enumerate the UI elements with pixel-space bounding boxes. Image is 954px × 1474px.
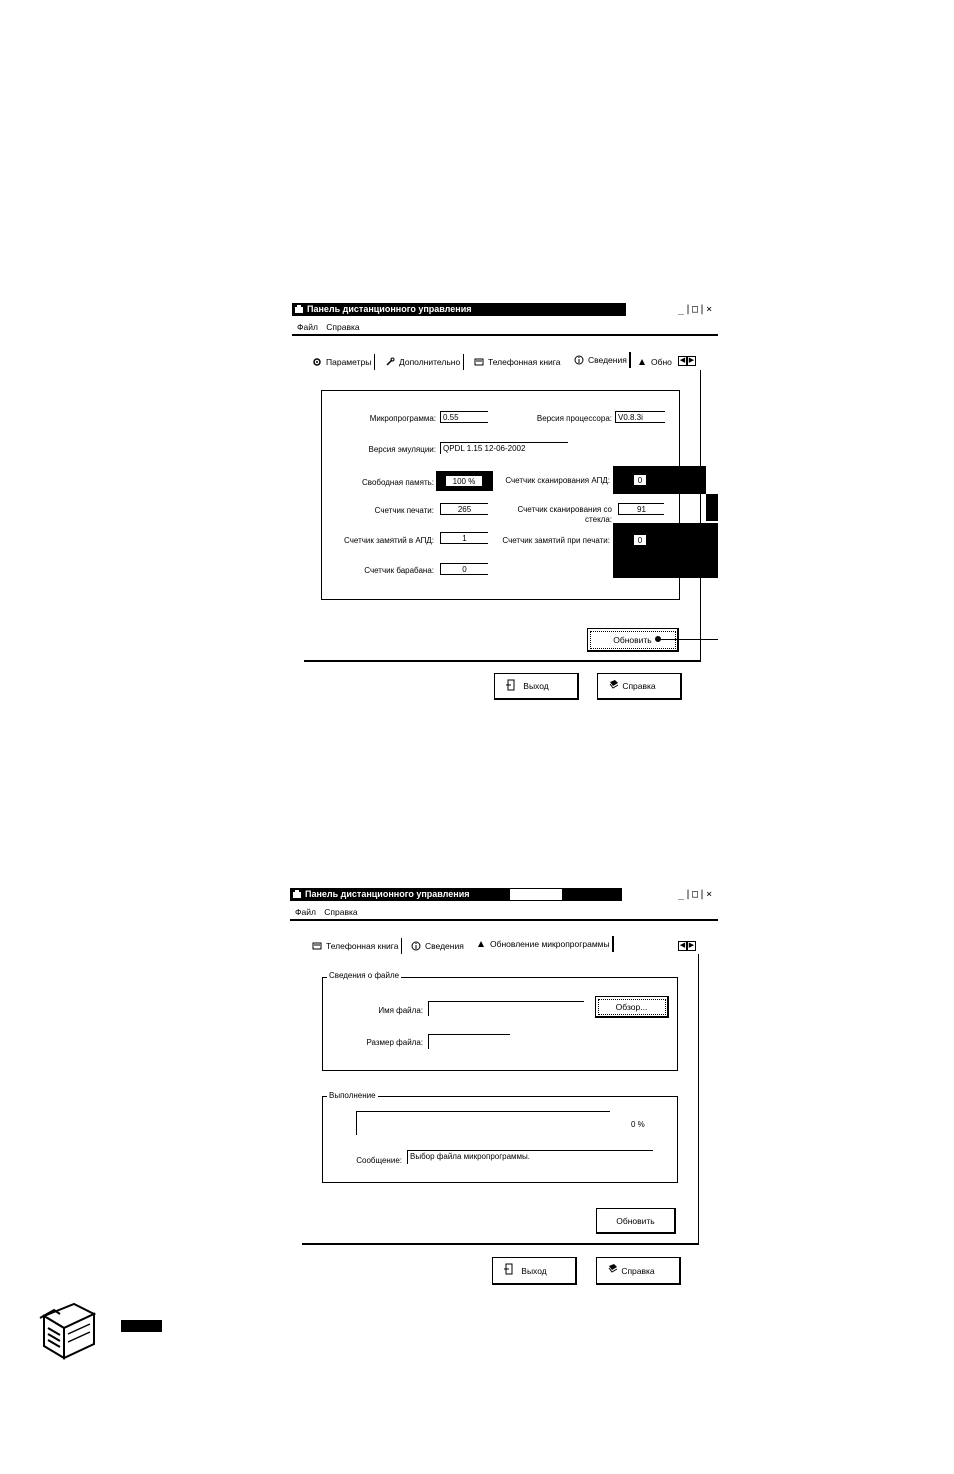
tab-info[interactable] xyxy=(574,355,627,365)
chapter-tab xyxy=(121,1320,162,1332)
info-icon xyxy=(411,941,421,951)
help-button-label: Справка xyxy=(622,681,656,691)
browse-button-label: Обзор... xyxy=(615,1001,648,1012)
print-jam-counter-value: 0 xyxy=(633,534,647,546)
tab-label: Телефонная книга xyxy=(326,941,399,951)
tab-label: Телефонная книга xyxy=(488,357,561,367)
menu-separator xyxy=(292,334,718,336)
glass-scan-highlight xyxy=(706,494,718,521)
glass-scan-counter-value: 91 xyxy=(618,503,664,515)
progress-percent: 0 % xyxy=(631,1120,645,1129)
refresh-button[interactable] xyxy=(587,628,679,652)
help-book-icon xyxy=(608,679,620,691)
firmware-label: Микропрограмма: xyxy=(369,414,436,423)
cpu-version-value: V0.8.3i xyxy=(615,411,665,423)
help-button-label: Справка xyxy=(621,1265,655,1276)
tab-scroll-right[interactable]: ▶ xyxy=(688,357,695,364)
help-button[interactable] xyxy=(596,1257,681,1285)
print-jam-counter-label: Счетчик замятий при печати: xyxy=(502,536,610,545)
gear-icon xyxy=(312,357,322,367)
window-title-bar[interactable] xyxy=(290,888,622,901)
tab-page-right-border xyxy=(700,370,701,660)
refresh-button-label: Обновить xyxy=(613,634,652,645)
remote-panel-window-info xyxy=(292,303,718,713)
tab-advanced[interactable] xyxy=(385,357,460,367)
exit-button-label: Выход xyxy=(523,681,549,691)
exit-button[interactable] xyxy=(492,1257,577,1285)
update-icon xyxy=(476,939,486,949)
adf-scan-counter-label: Счетчик сканирования АПД: xyxy=(505,476,610,485)
print-counter-label: Счетчик печати: xyxy=(374,506,434,515)
tab-label: Обно xyxy=(651,357,672,367)
print-counter-value: 265 xyxy=(440,503,488,515)
update-icon xyxy=(637,357,647,367)
tab-scroll-left[interactable]: ◀ xyxy=(679,357,686,364)
printer-icon xyxy=(34,1298,102,1364)
tab-page-bottom-border xyxy=(302,1243,699,1245)
glass-scan-counter-label: Счетчик сканирования со xyxy=(517,505,612,514)
adf-scan-counter-value: 0 xyxy=(633,474,647,486)
drum-counter-value: 0 xyxy=(440,563,488,575)
menu-bar xyxy=(297,322,366,332)
tab-label: Параметры xyxy=(326,357,372,367)
tab-parameters[interactable] xyxy=(312,357,371,367)
file-name-input[interactable] xyxy=(428,1001,584,1016)
remote-panel-window-firmware xyxy=(290,888,718,1288)
tab-page-bottom-border xyxy=(304,660,701,662)
tab-info[interactable] xyxy=(411,941,464,951)
tab-scroll-right[interactable]: ▶ xyxy=(688,942,695,949)
print-jam-highlight xyxy=(613,523,718,578)
cpu-version-label: Версия процессора: xyxy=(536,414,612,423)
tab-label: Сведения xyxy=(425,941,464,951)
file-size-label: Размер файла: xyxy=(366,1038,423,1047)
info-icon xyxy=(574,355,584,365)
adf-jam-counter-label: Счетчик замятий в АПД: xyxy=(344,536,434,545)
tab-update[interactable] xyxy=(637,357,672,367)
tab-scroll-arrows[interactable] xyxy=(678,941,696,951)
app-icon xyxy=(294,305,304,314)
exit-icon xyxy=(505,679,517,691)
adf-jam-counter-value: 1 xyxy=(440,532,488,544)
menu-file[interactable]: Файл xyxy=(295,907,316,917)
exit-icon xyxy=(503,1263,515,1275)
progress-bar xyxy=(356,1111,610,1135)
phonebook-icon xyxy=(312,941,322,951)
tab-label: Сведения xyxy=(588,355,627,365)
tab-firmware-update[interactable] xyxy=(476,939,610,949)
free-memory-value: 100 % xyxy=(445,475,483,487)
tab-scroll-left[interactable]: ◀ xyxy=(679,942,686,949)
progress-group-title: Выполнение xyxy=(329,1091,376,1100)
tab-label: Обновление микропрограммы xyxy=(490,939,610,949)
exit-button-label: Выход xyxy=(521,1265,547,1276)
emulation-label: Версия эмуляции: xyxy=(368,445,436,454)
tab-scroll-arrows[interactable] xyxy=(678,356,696,366)
glass-scan-counter-label-2: стекла: xyxy=(585,515,612,524)
tab-page-right-border xyxy=(698,954,699,1244)
exit-button[interactable] xyxy=(494,673,579,700)
app-icon xyxy=(292,890,302,899)
menu-separator xyxy=(290,919,718,921)
file-size-value xyxy=(428,1034,510,1049)
refresh-button-label: Обновить xyxy=(616,1215,655,1226)
adf-scan-highlight xyxy=(613,466,706,494)
help-button[interactable] xyxy=(597,673,682,700)
window-title-bar[interactable] xyxy=(292,303,626,316)
message-value: Выбор файла микропрограммы. xyxy=(407,1150,653,1164)
window-controls[interactable]: _|□|× xyxy=(678,304,714,315)
refresh-button[interactable] xyxy=(596,1208,676,1234)
progress-group xyxy=(322,1096,678,1183)
title-bar-white-gap xyxy=(510,889,562,900)
wrench-icon xyxy=(385,357,395,367)
browse-button[interactable] xyxy=(595,996,669,1018)
window-title: Панель дистанционного управления xyxy=(305,889,470,899)
callout-dot xyxy=(655,636,661,642)
drum-counter-label: Счетчик барабана: xyxy=(364,566,434,575)
file-info-group-title: Сведения о файле xyxy=(329,971,400,980)
window-title: Панель дистанционного управления xyxy=(307,304,472,314)
menu-file[interactable]: Файл xyxy=(297,322,318,332)
firmware-value: 0.55 xyxy=(440,411,488,423)
menu-help[interactable]: Справка xyxy=(326,322,360,332)
help-book-icon xyxy=(607,1263,619,1275)
window-controls[interactable]: _|□|× xyxy=(678,889,714,900)
menu-help[interactable]: Справка xyxy=(324,907,358,917)
free-memory-label: Свободная память: xyxy=(362,478,434,487)
file-info-group xyxy=(322,977,678,1071)
callout-line xyxy=(658,639,718,640)
emulation-value: QPDL 1.15 12-06-2002 xyxy=(440,442,568,454)
menu-bar xyxy=(295,907,364,917)
file-name-label: Имя файла: xyxy=(378,1006,423,1015)
tab-phonebook[interactable] xyxy=(474,357,560,367)
phonebook-icon xyxy=(474,357,484,367)
tab-phonebook[interactable] xyxy=(312,941,398,951)
message-label: Сообщение: xyxy=(356,1156,402,1165)
tab-label: Дополнительно xyxy=(399,357,461,367)
